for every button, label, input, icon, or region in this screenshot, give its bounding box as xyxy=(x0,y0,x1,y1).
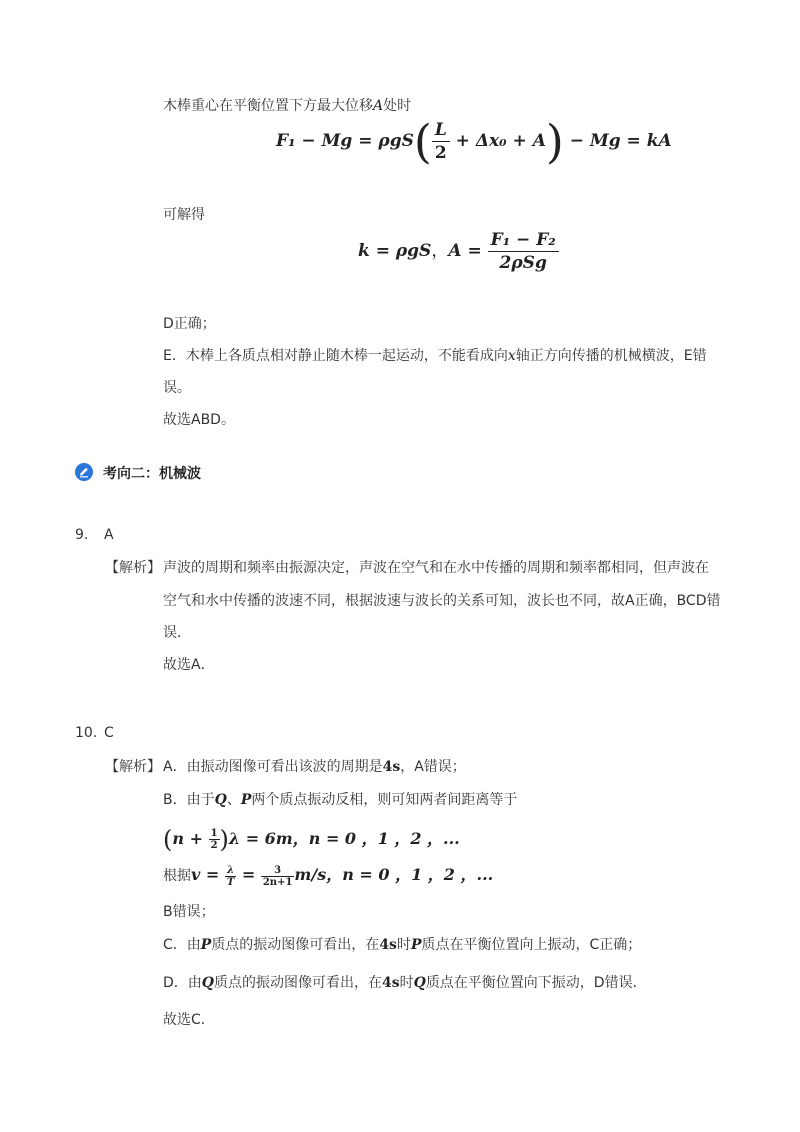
q10-velocity-line xyxy=(163,858,493,892)
var-a: A xyxy=(373,98,384,114)
section-title: 考向二：机械波 xyxy=(103,466,201,482)
frac-den: 2ρSg xyxy=(499,253,547,273)
line-e-1 xyxy=(163,346,707,366)
q10-conclusion: 故选C． xyxy=(163,1012,215,1028)
paragraph-solve: 可解得 xyxy=(163,207,205,223)
q9-line-2: 空气和水中传播的波速不同，根据波速与波长的关系可知，波长也不同，故A正确，BCD错 xyxy=(163,593,721,609)
paragraph-max-displacement xyxy=(163,96,411,116)
paren-close: ) xyxy=(545,114,564,169)
text: 、 xyxy=(226,792,241,808)
q10-number: 10. xyxy=(75,725,98,741)
q10-label: 【解析】 xyxy=(105,759,161,775)
eq-rest: λ = 6m，n = 0 ，1 ，2 ，... xyxy=(228,829,460,848)
frac-num: 3 xyxy=(261,865,295,877)
var-p: P xyxy=(200,937,212,953)
text: D．由 xyxy=(163,975,202,991)
equation-distance xyxy=(163,822,460,856)
eq-sign: = xyxy=(236,865,261,884)
frac-den: 2 xyxy=(210,840,218,851)
frac-num: λ xyxy=(225,865,236,877)
text: 轴正方向传播的机械横波，E错 xyxy=(515,348,707,364)
q9-line-3: 误． xyxy=(163,625,191,641)
pencil-icon-svg xyxy=(75,463,93,481)
text: 质点在平衡位置向下振动，D错误． xyxy=(425,975,647,991)
text: C．由 xyxy=(163,937,201,953)
period-value: 4s xyxy=(382,759,401,775)
text: 质点的振动图像可看出，在 xyxy=(211,937,380,953)
var-p: P xyxy=(410,937,422,953)
q9-label: 【解析】 xyxy=(105,560,161,576)
text: 时 xyxy=(396,937,411,953)
text: 木棒重心在平衡位置下方最大位移 xyxy=(163,98,373,114)
paren-open: ( xyxy=(163,825,173,854)
frac-den: 2 xyxy=(434,143,447,163)
fraction-speed xyxy=(261,865,295,888)
eq2-sep: ， xyxy=(431,241,449,261)
eq1-rhs: − Mg = kA xyxy=(563,131,672,151)
frac-num: 1 xyxy=(210,828,218,839)
text: 质点的振动图像可看出，在 xyxy=(213,975,382,991)
fraction-lambda-t xyxy=(225,865,236,888)
text: 质点在平衡位置向上振动，C正确； xyxy=(421,937,642,953)
fraction-l-over-2 xyxy=(432,120,450,163)
frac-den: 2n+1 xyxy=(262,876,293,888)
text: B．由于 xyxy=(163,792,215,808)
line-d-correct: D正确； xyxy=(163,316,216,332)
eq2-k: k = ρgS xyxy=(358,241,432,261)
q9-number: 9. xyxy=(75,527,89,543)
time-value: 4s xyxy=(381,975,400,991)
frac-num: F₁ − F₂ xyxy=(488,230,559,252)
q10-c-line xyxy=(163,935,641,955)
gen-rest: m/s，n = 0 ，1 ，2 ，... xyxy=(294,865,494,884)
eq1-lhs: F₁ − Mg = ρgS xyxy=(276,131,414,151)
eq2-a: A = xyxy=(448,241,482,261)
paren-close: ) xyxy=(219,825,229,854)
q9-line-1: 声波的周期和频率由振源决定，声波在空气和在水中传播的周期和频率都相同，但声波在 xyxy=(163,560,709,576)
var-q: Q xyxy=(413,975,426,991)
paren-open: ( xyxy=(413,114,432,169)
eq1-inner: + Δx₀ + A xyxy=(449,131,546,151)
pencil-icon xyxy=(75,463,93,481)
equation-k-and-a xyxy=(358,228,559,274)
q10-answer: C xyxy=(104,725,114,741)
var-p: P xyxy=(240,792,252,808)
q9-answer: A xyxy=(104,527,114,543)
var-v: v = xyxy=(191,865,225,884)
q10-b-line xyxy=(163,790,517,810)
text: A．由振动图像可看出该波的周期是 xyxy=(163,759,383,775)
answer-abd: 故选ABD。 xyxy=(163,412,235,428)
frac-den: T xyxy=(226,876,235,888)
q10-a-line xyxy=(163,757,466,777)
text: 两个质点振动反相，则可知两者间距离等于 xyxy=(251,792,518,808)
text: ，A错误； xyxy=(400,759,466,775)
var-q: Q xyxy=(201,975,214,991)
text: 根据 xyxy=(163,868,191,884)
fraction-half xyxy=(209,828,220,851)
fraction-a xyxy=(488,230,559,273)
q10-d-line xyxy=(163,973,647,993)
text: 时 xyxy=(399,975,414,991)
text: 处时 xyxy=(383,98,412,114)
eq-n: n + xyxy=(172,829,209,848)
var-q: Q xyxy=(214,792,227,808)
frac-num: L xyxy=(432,120,450,142)
q10-b-wrong: B错误； xyxy=(163,904,215,920)
var-x: x xyxy=(507,348,516,364)
time-value: 4s xyxy=(379,937,397,953)
text: E．木棒上各质点相对静止随木棒一起运动，不能看成向 xyxy=(163,348,508,364)
equation-force-balance xyxy=(276,114,672,169)
line-e-2: 误。 xyxy=(163,380,191,396)
q9-conclusion: 故选A． xyxy=(163,657,215,673)
